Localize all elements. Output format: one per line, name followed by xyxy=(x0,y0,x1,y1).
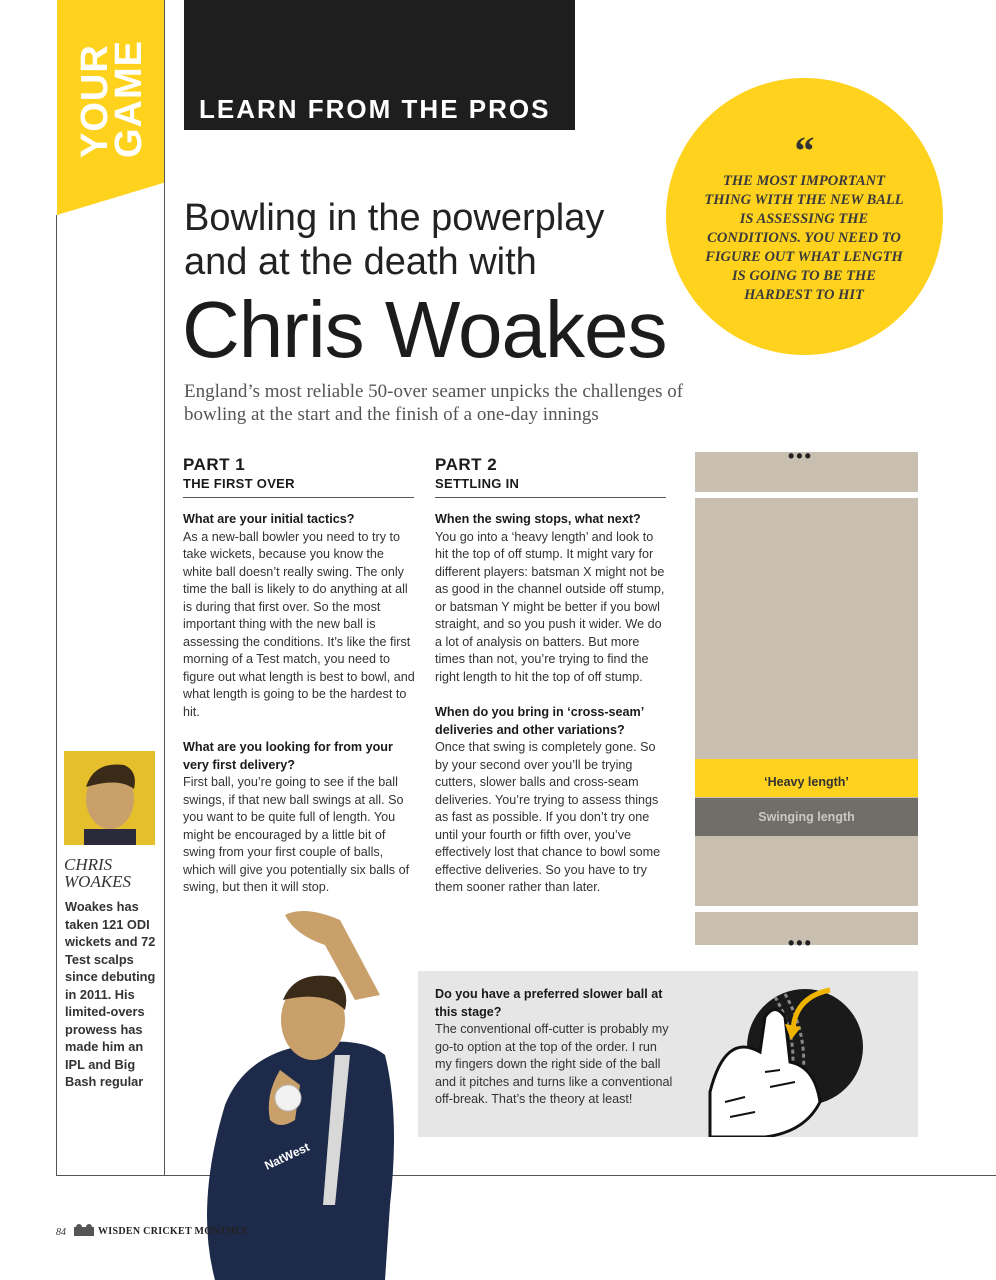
standfirst: England’s most reliable 50-over seamer unpicks the challenges of bowling at the start and the finish of a one-day innings xyxy=(184,381,684,425)
part1-column xyxy=(183,511,415,897)
headline-line1: Bowling in the powerplay xyxy=(184,197,605,239)
slower-ball-answer: The conventional off-cutter is probably my go-to option at the top of the order. I run my fingers down the right side of the ball and it pitches and turns like a conventional off-break. That’s the theory at least! xyxy=(435,1022,673,1106)
headline-name: Chris Woakes xyxy=(182,285,667,374)
part2-answer2: Once that swing is completely gone. So by your second over you’ll be trying cutters, slower balls and cross-seam deliveries. You’re trying to assess things as fast as possible. If you don’t try one until your fourth or fifth over, you’ve effectively lost that chance to bowl some effective deliveries. So you have to try them sooner rather than later. xyxy=(435,740,661,894)
part1-question2: What are you looking for from your very first delivery? xyxy=(183,740,393,772)
part1-question1: What are your initial tactics? xyxy=(183,512,355,526)
part1-answer2: First ball, you’re going to see if the ball swings, if that new ball swings at all. So you want to be quite full of length. You might be encouraged by a little bit of swing from your first couple of balls, which will give you potentially six balls of swing, but then it will stop. xyxy=(183,775,410,894)
part2-answer1: You go into a ‘heavy length’ and look to hit the top of off stump. It might vary for different players: batsman X might not be as good in the channel outside off stump, or batsman Y might be better if you bowl straight, and so you push it wider. We do a lot of analysis on batters. But more times than not, you’re trying to find the right length to hit the top of off stump. xyxy=(435,529,665,684)
sidebar-name-line2: WOAKES xyxy=(64,872,132,891)
part2-question2: When do you bring in ‘cross-seam’ deliveries and other variations? xyxy=(435,705,644,737)
heavy-length-label: ‘Heavy length’ xyxy=(764,775,849,789)
section-tab-line2: GAME xyxy=(108,40,150,158)
left-margin-rule xyxy=(56,215,57,1175)
part2-rule xyxy=(435,497,666,498)
sidebar-player-name xyxy=(64,856,154,890)
header-label: LEARN FROM THE PROS xyxy=(199,94,551,124)
part1-answer1: As a new-ball bowler you need to try to take wickets, because you know the white ball doesn’t really swing. The only time the ball is likely to do anything at all is during that first over. So the most important thing with the new ball is assessing the conditions. It’s like the first morning of a Test match, you need to figure out what length is best to bowl, and what length is going to be the hardest to hit. xyxy=(183,529,415,719)
pitch-main xyxy=(695,498,918,906)
part1-title: PART 1 xyxy=(183,455,246,474)
footer-magazine-name: WISDEN CRICKET MONTHLY xyxy=(98,1226,249,1237)
headline-intro xyxy=(184,196,664,284)
wisden-logo-icon xyxy=(73,1223,95,1237)
footer-page-number: 84 xyxy=(56,1227,66,1238)
slower-ball-text xyxy=(435,986,673,1109)
stumps-top-icon: ••• xyxy=(788,446,813,466)
player-portrait xyxy=(64,751,155,845)
sidebar-bio: Woakes has taken 121 ODI wickets and 72 Test scalps since debuting in 2011. His limited-overs prowess has made him an IPL and Big Bash regular xyxy=(65,899,156,1089)
stumps-bottom-icon: ••• xyxy=(788,933,813,953)
headline-line2: and at the death with xyxy=(184,241,537,283)
part1-subtitle: THE FIRST OVER xyxy=(183,476,295,491)
sidebar-name-line1: CHRIS xyxy=(64,855,113,874)
part1-rule xyxy=(183,497,414,498)
section-tab-label xyxy=(74,40,150,158)
part2-subtitle: SETTLING IN xyxy=(435,476,520,491)
slower-ball-question: Do you have a preferred slower ball at this stage? xyxy=(435,987,663,1019)
pull-quote-text: THE MOST IMPORTANT THING WITH THE NEW BALL IS ASSESSING THE CONDITIONS. YOU NEED TO FIGURE OUT WHAT LENGTH IS GOING TO BE THE HARDEST TO HIT xyxy=(704,173,904,303)
part2-title: PART 2 xyxy=(435,455,498,474)
player-bowling-photo xyxy=(185,905,420,1280)
sidebar-rule xyxy=(164,0,165,1175)
shirt-sponsor-text: NatWest xyxy=(262,1139,312,1173)
part2-question1: When the swing stops, what next? xyxy=(435,512,641,526)
part2-column xyxy=(435,511,667,897)
swinging-length-label: Swinging length xyxy=(758,810,855,824)
section-tab-line1: YOUR xyxy=(74,44,116,158)
cricket-ball-grip-illustration xyxy=(705,972,865,1137)
quote-mark-icon: “ xyxy=(794,128,815,173)
